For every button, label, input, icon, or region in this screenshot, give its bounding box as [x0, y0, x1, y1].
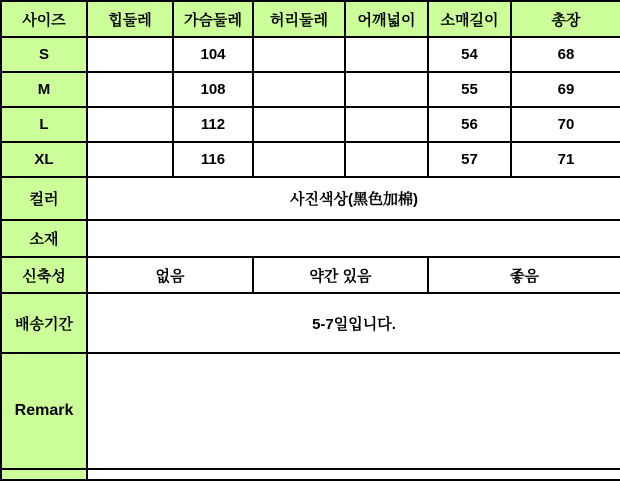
elasticity-option-good: 좋음 — [428, 257, 620, 293]
material-row — [1, 220, 620, 257]
color-row-label: 컬러 — [1, 177, 87, 220]
elasticity-option-none: 없음 — [87, 257, 253, 293]
header-cell-sleeve: 소매길이 — [428, 1, 511, 37]
cell-chest: 104 — [173, 37, 253, 72]
cell-chest: 112 — [173, 107, 253, 142]
elasticity-row-label: 신축성 — [1, 257, 87, 293]
elasticity-option-slight: 약간 있음 — [253, 257, 428, 293]
cell-waist — [253, 37, 345, 72]
cell-hip — [87, 107, 173, 142]
shipping-row-label: 배송기간 — [1, 293, 87, 353]
size-label: L — [1, 107, 87, 142]
cell-sleeve: 54 — [428, 37, 511, 72]
shipping-row — [1, 293, 620, 353]
cell-total-length: 69 — [511, 72, 620, 107]
cell-shoulder — [345, 107, 428, 142]
cell-shoulder — [345, 37, 428, 72]
shipping-row-value: 5-7일입니다. — [87, 293, 620, 353]
cell-sleeve: 55 — [428, 72, 511, 107]
material-row-label: 소재 — [1, 220, 87, 257]
cell-total-length: 71 — [511, 142, 620, 177]
size-row-l — [1, 107, 620, 142]
remark-row — [1, 353, 620, 469]
cell-shoulder — [345, 72, 428, 107]
cutoff-row-value-cell — [87, 469, 620, 480]
header-cell-chest: 가슴둘레 — [173, 1, 253, 37]
size-label: M — [1, 72, 87, 107]
size-label: S — [1, 37, 87, 72]
cell-hip — [87, 72, 173, 107]
cell-chest: 108 — [173, 72, 253, 107]
remark-row-value — [87, 353, 620, 469]
cell-waist — [253, 107, 345, 142]
cell-hip — [87, 142, 173, 177]
cell-hip — [87, 37, 173, 72]
cell-sleeve: 56 — [428, 107, 511, 142]
header-row — [1, 1, 620, 37]
header-cell-waist: 허리둘레 — [253, 1, 345, 37]
cell-chest: 116 — [173, 142, 253, 177]
cell-total-length: 70 — [511, 107, 620, 142]
color-row-value: 사진색상(黑色加棉) — [87, 177, 620, 220]
cutoff-row-label-cell — [1, 469, 87, 480]
material-row-value — [87, 220, 620, 257]
size-row-s — [1, 37, 620, 72]
size-row-m — [1, 72, 620, 107]
elasticity-row — [1, 257, 620, 293]
color-row — [1, 177, 620, 220]
size-label: XL — [1, 142, 87, 177]
cell-total-length: 68 — [511, 37, 620, 72]
remark-row-label: Remark — [1, 353, 87, 469]
header-cell-total-length: 총장 — [511, 1, 620, 37]
cell-shoulder — [345, 142, 428, 177]
header-cell-hip: 힙둘레 — [87, 1, 173, 37]
cell-sleeve: 57 — [428, 142, 511, 177]
header-cell-size: 사이즈 — [1, 1, 87, 37]
header-cell-shoulder: 어깨넓이 — [345, 1, 428, 37]
cell-waist — [253, 142, 345, 177]
cell-waist — [253, 72, 345, 107]
size-row-xl — [1, 142, 620, 177]
cutoff-row — [1, 469, 620, 480]
